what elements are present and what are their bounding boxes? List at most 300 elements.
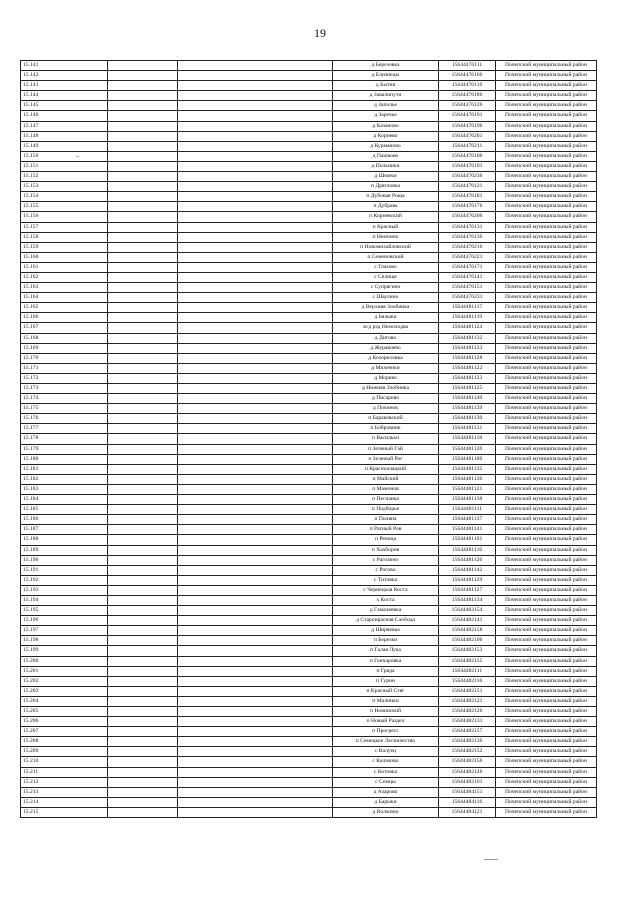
settlement-name-cell: п Красноалацкий [333,464,439,474]
table-row [21,182,597,192]
row-number-cell: 15.174 [21,394,108,404]
district-cell: Почепский муниципальный район [496,202,597,212]
settlement-name-cell: п Семеновский [333,252,439,262]
row-number-cell: 15.199 [21,646,108,656]
row-number-cell: 15.210 [21,757,108,767]
district-cell: Почепский муниципальный район [496,252,597,262]
empty-cell [108,535,178,545]
settlement-name-cell: д Журавлево [333,343,439,353]
settlement-name-cell: п Немчино [333,232,439,242]
district-cell: Почепский муниципальный район [496,303,597,313]
empty-cell [178,696,333,706]
row-number-cell: 15.185 [21,505,108,515]
row-number-cell: 15.159 [21,242,108,252]
empty-cell [108,394,178,404]
settlement-name-cell: п Хахборов [333,545,439,555]
table-row [21,555,597,565]
row-number-cell: 15.190 [21,555,108,565]
settlement-name-cell: п Семецкое Лесничество [333,737,439,747]
empty-cell [178,787,333,797]
settlement-name-cell: с Семцы [333,777,439,787]
empty-cell [178,343,333,353]
settlement-name-cell: п Гурин [333,676,439,686]
empty-cell [178,505,333,515]
table-row [21,545,597,555]
table-row [21,232,597,242]
empty-cell [178,595,333,605]
empty-cell [178,737,333,747]
district-cell: Почепский муниципальный район [496,373,597,383]
oktmo-code-cell: 15644482156 [439,757,496,767]
district-cell: Почепский муниципальный район [496,626,597,636]
settlement-name-cell: п Ратный Ров [333,525,439,535]
district-cell: Почепский муниципальный район [496,242,597,252]
settlement-name-cell: д Бытня [333,81,439,91]
empty-cell [108,505,178,515]
district-cell: Почепский муниципальный район [496,232,597,242]
row-number-cell: 15.175 [21,404,108,414]
district-cell: Почепский муниципальный район [496,777,597,787]
oktmo-code-cell: 15644476131 [439,222,496,232]
table-row [21,444,597,454]
settlement-name-cell: д Польники [333,161,439,171]
empty-cell [108,646,178,656]
district-cell: Почепский муниципальный район [496,767,597,777]
table-row [21,313,597,323]
oktmo-code-cell: 15644481123 [439,373,496,383]
empty-cell [178,363,333,373]
row-number-cell: 15.154 [21,192,108,202]
settlement-name-cell: д Дигово [333,333,439,343]
oktmo-code-cell: 15644484121 [439,807,496,817]
table-row [21,727,597,737]
row-number-cell: 15.160 [21,252,108,262]
settlement-name-cell: с Титовка [333,575,439,585]
table-row [21,131,597,141]
empty-cell [108,585,178,595]
district-cell: Почепский муниципальный район [496,737,597,747]
oktmo-code-cell: 15644476136 [439,232,496,242]
district-cell: Почепский муниципальный район [496,333,597,343]
table-row [21,141,597,151]
oktmo-code-cell: 15644481111 [439,505,496,515]
table-row [21,616,597,626]
empty-cell [178,717,333,727]
table-row [21,172,597,182]
settlement-name-cell: с Рагозино [333,555,439,565]
table-row [21,737,597,747]
settlement-name-cell: с Рогово [333,565,439,575]
settlement-name-cell: с Котовка [333,767,439,777]
oktmo-code-cell: 15644484116 [439,797,496,807]
table-row [21,575,597,585]
settlement-name-cell: п Дубрава [333,202,439,212]
table-row [21,343,597,353]
empty-cell [108,616,178,626]
district-cell: Почепский муниципальный район [496,353,597,363]
oktmo-code-cell: 15644476116 [439,81,496,91]
row-number-cell: 15.206 [21,717,108,727]
empty-cell [178,414,333,424]
empty-cell [108,464,178,474]
empty-cell [178,606,333,616]
oktmo-code-cell: 15644481127 [439,585,496,595]
settlement-name-cell: д Писарево [333,394,439,404]
table-row [21,606,597,616]
district-cell: Почепский муниципальный район [496,414,597,424]
empty-cell [178,384,333,394]
empty-cell [108,212,178,222]
row-number-cell: 15.177 [21,424,108,434]
row-number-cell: 15.212 [21,777,108,787]
empty-cell [178,666,333,676]
empty-cell [108,666,178,676]
oktmo-code-cell: 15644476181 [439,192,496,202]
empty-cell [178,454,333,464]
district-cell: Почепский муниципальный район [496,585,597,595]
empty-cell [178,525,333,535]
empty-cell [108,595,178,605]
row-number-cell: 15.200 [21,656,108,666]
table-row [21,252,597,262]
row-number-cell: 15.182 [21,474,108,484]
empty-cell [178,434,333,444]
settlement-name-cell: п Малинки [333,696,439,706]
empty-cell [178,444,333,454]
settlement-name-cell: д Верхняя Злобинка [333,303,439,313]
empty-cell [178,394,333,404]
row-number-cell: 15.208 [21,737,108,747]
row-number-cell: 15.215 [21,807,108,817]
empty-cell [108,151,178,161]
district-cell: Почепский муниципальный район [496,636,597,646]
oktmo-code-cell: 15644481117 [439,303,496,313]
oktmo-code-cell: 15644481141 [439,525,496,535]
settlement-name-cell: д Староирасная Слобода [333,616,439,626]
district-cell: Почепский муниципальный район [496,717,597,727]
empty-cell [108,757,178,767]
empty-cell [178,91,333,101]
district-cell: Почепский муниципальный район [496,555,597,565]
settlement-name-cell: д Шмичи [333,172,439,182]
empty-cell [108,262,178,272]
empty-cell [108,434,178,444]
table-row [21,363,597,373]
oktmo-code-cell: 15644481124 [439,323,496,333]
settlement-name-cell: с Шаулино [333,293,439,303]
row-number-cell: 15.167 [21,323,108,333]
settlement-name-cell: п Бараковский [333,414,439,424]
table-row [21,666,597,676]
table-row [21,565,597,575]
row-number-cell: 15.197 [21,626,108,636]
empty-cell [108,172,178,182]
table-row [21,767,597,777]
empty-cell [178,484,333,494]
empty-cell [108,101,178,111]
settlement-name-cell: п Песчанка [333,495,439,505]
empty-cell [108,545,178,555]
settlement-name-cell: п Галая Лука [333,646,439,656]
row-number-cell: 15.147 [21,121,108,131]
district-cell: Почепский муниципальный район [496,515,597,525]
district-cell: Почепский муниципальный район [496,61,597,71]
settlement-name-cell: п Новинский [333,707,439,717]
empty-cell [108,283,178,293]
empty-cell [108,707,178,717]
settlements-table [20,60,597,818]
empty-cell [178,303,333,313]
row-number-cell: 15.165 [21,303,108,313]
oktmo-code-cell: 15644481126 [439,555,496,565]
oktmo-code-cell: 15644482101 [439,777,496,787]
oktmo-code-cell: 15644476121 [439,182,496,192]
district-cell: Почепский муниципальный район [496,172,597,182]
settlement-name-cell: п Майский [333,474,439,484]
settlement-name-cell: с Валуец [333,747,439,757]
table-row [21,283,597,293]
empty-cell [178,61,333,71]
scan-mark [484,859,498,860]
table-row [21,525,597,535]
settlement-name-cell: с Чернецкая Коста [333,585,439,595]
empty-cell [178,121,333,131]
empty-cell [178,333,333,343]
row-number-cell: 15.155 [21,202,108,212]
empty-cell [108,555,178,565]
settlement-name-cell: п Гончаровка [333,656,439,666]
empty-cell [108,293,178,303]
empty-cell [108,91,178,101]
oktmo-code-cell: 15644476201 [439,131,496,141]
oktmo-code-cell: 15644476126 [439,101,496,111]
district-cell: Почепский муниципальный район [496,707,597,717]
oktmo-code-cell: 15644481140 [439,394,496,404]
district-cell: Почепский муниципальный район [496,595,597,605]
oktmo-code-cell: 15644476166 [439,71,496,81]
empty-cell [108,252,178,262]
settlement-name-cell: д Азарово [333,787,439,797]
table-row [21,121,597,131]
empty-cell [178,656,333,666]
row-number-cell: 15.183 [21,484,108,494]
row-number-cell: 15.207 [21,727,108,737]
oktmo-code-cell: 15644476111 [439,61,496,71]
empty-cell [178,555,333,565]
table-row [21,303,597,313]
district-cell: Почепский муниципальный район [496,272,597,282]
empty-cell [178,757,333,767]
empty-cell [108,807,178,817]
district-cell: Почепский муниципальный район [496,666,597,676]
district-cell: Почепский муниципальный район [496,484,597,494]
row-number-cell: 15.187 [21,525,108,535]
row-number-cell: 15.194 [21,595,108,605]
table-row [21,242,597,252]
district-cell: Почепский муниципальный район [496,323,597,333]
table-row [21,595,597,605]
row-number-cell: 15.156 [21,212,108,222]
row-number-cell: 15.142 [21,71,108,81]
empty-cell [108,626,178,636]
settlement-name-cell: п Зеленый Рог [333,454,439,464]
district-cell: Почепский муниципальный район [496,212,597,222]
empty-cell [108,686,178,696]
empty-cell [178,616,333,626]
settlement-name-cell: п Красный Стяг [333,686,439,696]
row-number-cell: 15.144 [21,91,108,101]
empty-cell [178,515,333,525]
oktmo-code-cell: 15644482146 [439,767,496,777]
row-number-cell: 15.150 [21,151,108,161]
empty-cell [178,585,333,595]
oktmo-code-cell: 15644481136 [439,474,496,484]
empty-cell [178,565,333,575]
settlement-name-cell: д Михеенки [333,363,439,373]
row-number-cell: 15.146 [21,111,108,121]
row-number-cell: 15.193 [21,585,108,595]
empty-cell [178,404,333,414]
empty-cell [108,363,178,373]
empty-cell [108,414,178,424]
empty-cell [108,111,178,121]
oktmo-code-cell: 15644476216 [439,242,496,252]
empty-cell [178,232,333,242]
row-number-cell: 15.178 [21,434,108,444]
settlement-name-cell: д Гамалеевка [333,606,439,616]
empty-cell [178,222,333,232]
settlement-name-cell: д Бялыки [333,313,439,323]
oktmo-code-cell: 15644476176 [439,202,496,212]
table-row [21,707,597,717]
empty-cell [178,353,333,363]
empty-cell [108,717,178,727]
settlement-name-cell: с Селище [333,272,439,282]
district-cell: Почепский муниципальный район [496,363,597,373]
row-number-cell: 15.214 [21,797,108,807]
oktmo-code-cell: 15644476141 [439,272,496,282]
oktmo-code-cell: 15644482141 [439,616,496,626]
empty-cell [108,373,178,383]
row-number-cell: 15.186 [21,515,108,525]
empty-cell [108,495,178,505]
empty-cell [178,323,333,333]
row-number-cell: 15.201 [21,666,108,676]
oktmo-code-cell: 15644476106 [439,151,496,161]
settlement-name-cell: д Морево [333,373,439,383]
empty-cell [108,747,178,757]
settlement-name-cell: д Березовка [333,61,439,71]
oktmo-code-cell: 15644482158 [439,626,496,636]
table-row [21,484,597,494]
empty-cell [108,313,178,323]
settlement-name-cell: д Пашково [333,151,439,161]
oktmo-code-cell: 15644476231 [439,293,496,303]
table-row [21,333,597,343]
table-row [21,81,597,91]
oktmo-code-cell: 15644482151 [439,686,496,696]
oktmo-code-cell: 15644476101 [439,161,496,171]
empty-cell [108,767,178,777]
table-row [21,474,597,484]
oktmo-code-cell: 15644482131 [439,717,496,727]
row-number-cell: 15.198 [21,636,108,646]
row-number-cell: 15.149 [21,141,108,151]
table-row [21,161,597,171]
empty-cell [108,202,178,212]
empty-cell [178,262,333,272]
scan-mark [76,156,79,157]
district-cell: Почепский муниципальный район [496,444,597,454]
table-row [21,686,597,696]
table-row [21,61,597,71]
oktmo-code-cell: 15644481129 [439,575,496,585]
district-cell: Почепский муниципальный район [496,525,597,535]
empty-cell [178,727,333,737]
settlement-name-cell: п Дубовая Роща [333,192,439,202]
settlement-name-cell: п Березки [333,636,439,646]
district-cell: Почепский муниципальный район [496,656,597,666]
district-cell: Почепский муниципальный район [496,676,597,686]
district-cell: Почепский муниципальный район [496,474,597,484]
empty-cell [178,464,333,474]
empty-cell [108,343,178,353]
oktmo-code-cell: 15644476221 [439,252,496,262]
row-number-cell: 15.151 [21,161,108,171]
row-number-cell: 15.172 [21,373,108,383]
settlement-name-cell: д Кориево [333,131,439,141]
oktmo-code-cell: 15644476206 [439,212,496,222]
row-number-cell: 15.141 [21,61,108,71]
table-row [21,656,597,666]
table-row [21,111,597,121]
settlement-name-cell: п Новый Раздел [333,717,439,727]
oktmo-code-cell: 15644481122 [439,363,496,373]
empty-cell [178,545,333,555]
empty-cell [178,636,333,646]
table-row [21,797,597,807]
empty-cell [108,737,178,747]
district-cell: Почепский муниципальный район [496,384,597,394]
oktmo-code-cell: 15644481128 [439,353,496,363]
table-row [21,505,597,515]
district-cell: Почепский муниципальный район [496,424,597,434]
oktmo-code-cell: 15644481139 [439,404,496,414]
settlement-name-cell: д Нижняя Злобинка [333,384,439,394]
empty-cell [108,575,178,585]
row-number-cell: 15.184 [21,495,108,505]
oktmo-code-cell: 15644482111 [439,666,496,676]
settlement-name-cell: д Заречье [333,111,439,121]
empty-cell [108,121,178,131]
oktmo-code-cell: 15644481118 [439,434,496,444]
oktmo-code-cell: 15644476171 [439,262,496,272]
empty-cell [108,515,178,525]
empty-cell [178,474,333,484]
district-cell: Почепский муниципальный район [496,182,597,192]
table-row [21,747,597,757]
table-row [21,272,597,282]
oktmo-code-cell: 15644481132 [439,333,496,343]
oktmo-code-cell: 15644476191 [439,111,496,121]
oktmo-code-cell: 15644481121 [439,484,496,494]
table-row [21,676,597,686]
empty-cell [108,656,178,666]
table-row [21,262,597,272]
oktmo-code-cell: 15644481135 [439,464,496,474]
district-cell: Почепский муниципальный район [496,141,597,151]
empty-cell [178,141,333,151]
